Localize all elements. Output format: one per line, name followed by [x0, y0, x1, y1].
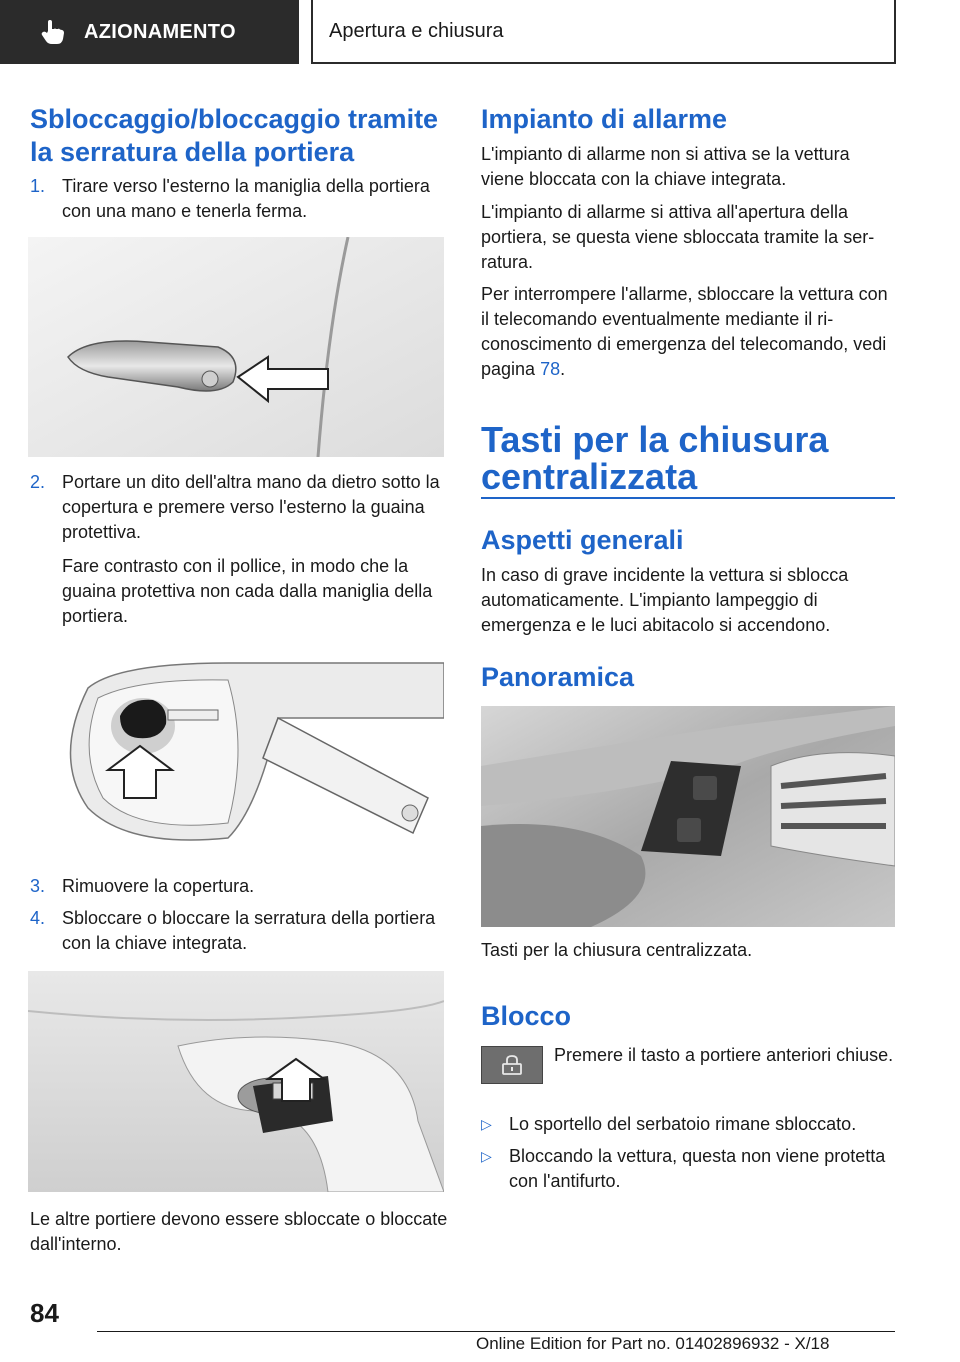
- interior-buttons-photo: [481, 706, 895, 927]
- bullet-item: [481, 1144, 895, 1194]
- bullet-text: Bloccando la vettura, questa non viene protetta con l'antifurto.: [509, 1146, 886, 1191]
- alarm-paragraph-3-text: Per interrompere l'allarme, sbloccare la vettura con il telecomando eventualmente mediante il riconoscimento di emergenza del telecomando, vedi pagina: [481, 284, 888, 379]
- page-number: 84: [30, 1298, 59, 1328]
- alarm-paragraph-3: [481, 282, 895, 382]
- heading-overview: Panoramica: [481, 662, 635, 692]
- chapter-title: Apertura e chiusura: [329, 19, 504, 42]
- door-handle-photo: [28, 237, 444, 457]
- closing-note: Le altre portiere devono essere sbloccate o bloccate dall'interno.: [30, 1209, 448, 1254]
- cover-removal-photo: [28, 658, 444, 858]
- step-text: Portare un dito dell'altra mano da dietro sotto la copertura e premere verso l'esterno la guaina protettiva.: [62, 472, 440, 542]
- step-2: [30, 470, 448, 545]
- heading-central-locking: Tasti per la chiusura centralizzata: [481, 419, 829, 497]
- alarm-paragraph-2: L'impianto di allarme si attiva all'apertura della portiera, se questa viene sbloccata tramite la serratura.: [481, 202, 875, 272]
- step-number: 2.: [30, 472, 46, 492]
- step-number: 1.: [30, 176, 46, 196]
- step-1: [30, 174, 448, 224]
- heading-alarm: Impianto di allarme: [481, 104, 728, 134]
- bullet-item: [481, 1112, 895, 1137]
- footer-rule: [97, 1331, 895, 1332]
- step-4: [30, 906, 448, 956]
- lock-button-illustration: [481, 1046, 543, 1084]
- triangle-right-icon: ▷: [481, 1148, 492, 1164]
- step-text: Rimuovere la copertura.: [62, 876, 255, 896]
- bullet-text: Lo sportello del serbatoio rimane sbloccato.: [509, 1114, 857, 1134]
- section-title: AZIONAMENTO: [84, 20, 236, 43]
- footer-edition: Online Edition for Part no. 01402896932 - X/18: [476, 1334, 830, 1353]
- chapter-tab: [311, 0, 896, 64]
- step-2-note: Fare contrasto con il pollice, in modo che la guaina protettiva non cada dalla maniglia della portiera.: [62, 556, 433, 626]
- overview-caption: Tasti per la chiusura centralizzata.: [481, 940, 753, 960]
- lock-instruction: Premere il tasto a portiere anteriori chiuse.: [554, 1045, 894, 1065]
- section-tab: [0, 0, 299, 64]
- step-text: Tirare verso l'esterno la maniglia della portiera con una mano e tenerla ferma.: [62, 176, 430, 221]
- hand-pointer-icon: [40, 19, 66, 45]
- key-lock-photo: [28, 971, 444, 1192]
- heading-door-lock: Sbloccaggio/bloccaggio tramite la serratura della portiera: [30, 104, 439, 167]
- lock-icon: [501, 1055, 523, 1075]
- heading-lock: Blocco: [481, 1001, 572, 1031]
- step-number: 3.: [30, 876, 46, 896]
- triangle-right-icon: ▷: [481, 1116, 492, 1132]
- general-paragraph: In caso di grave incidente la vettura si sblocca automaticamente. L'impianto lampeggio di emergenza e le luci abitacolo si accendono.: [481, 565, 849, 635]
- step-number: 4.: [30, 908, 46, 928]
- alarm-paragraph-1: L'impianto di allarme non si attiva se la vettura viene bloccata con la chiave integrata.: [481, 144, 850, 189]
- heading-rule: [481, 497, 895, 499]
- step-3: [30, 874, 448, 899]
- heading-general: Aspetti generali: [481, 525, 684, 555]
- step-text: Sbloccare o bloccare la serratura della portiera con la chiave integrata.: [62, 908, 436, 953]
- alarm-paragraph-3-end: .: [560, 359, 566, 379]
- page-reference-link[interactable]: 78: [540, 359, 561, 379]
